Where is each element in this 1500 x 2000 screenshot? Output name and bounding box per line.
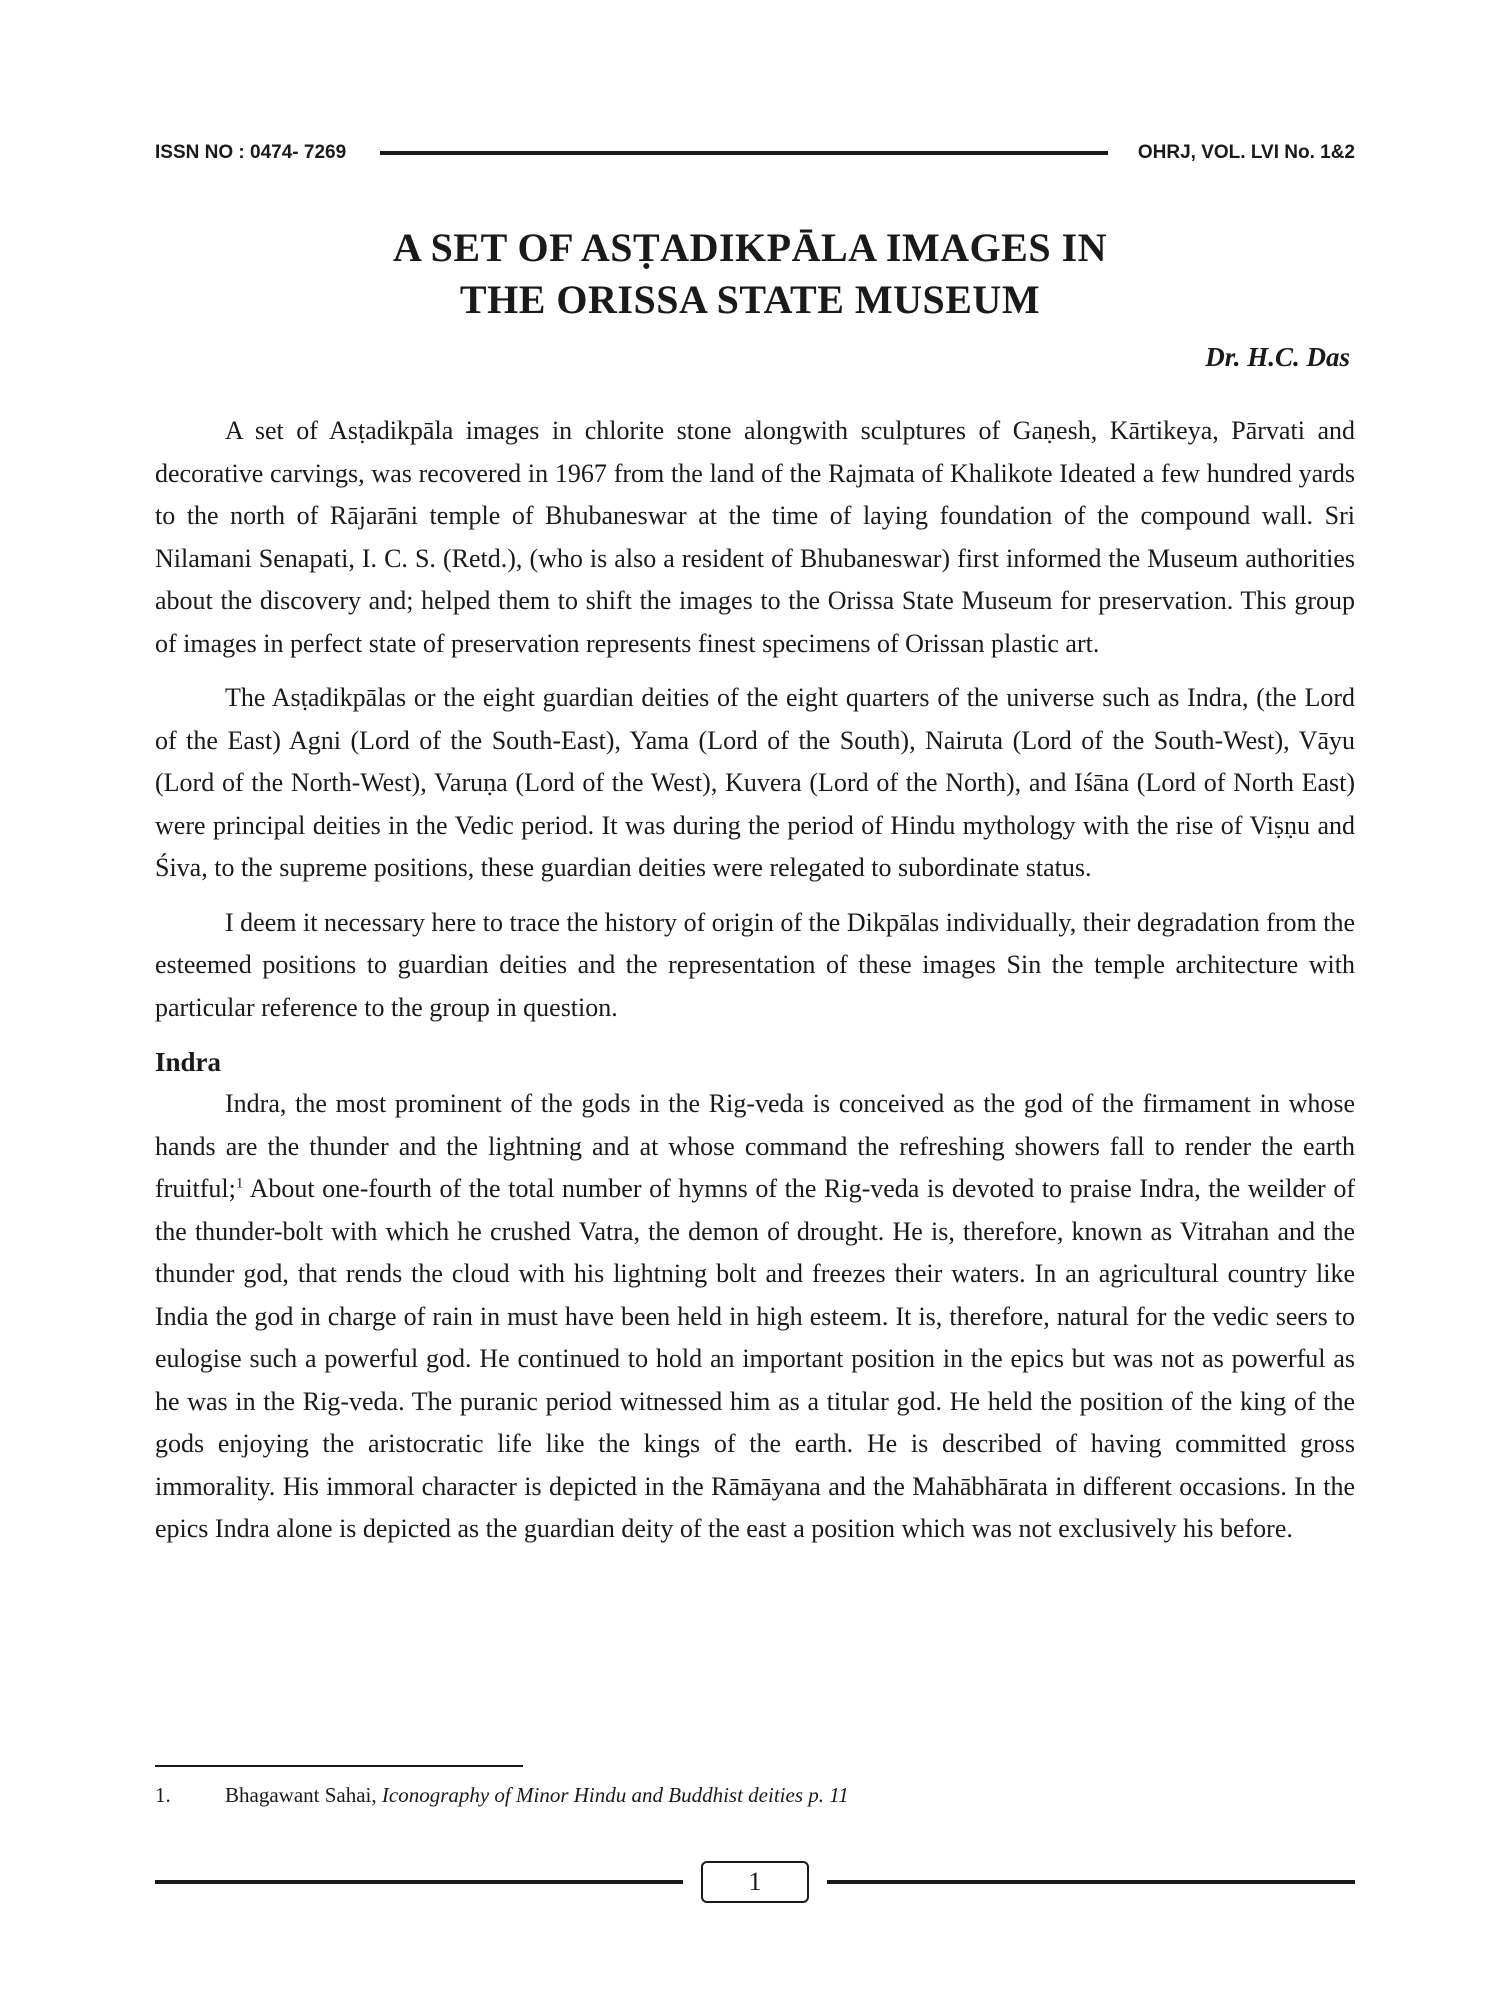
paragraph-4-part-b: About one-fourth of the total number of hymns of the Rig-veda is devoted to praise Indra, the weilder of the thunder-bolt with which he crushed Vatra, the demon of drought. He is, therefore, known as Vitrahan and the thunder god, that rends the cloud with his lightning bolt and freezes their waters. In an agricultural country like India the god in charge of rain in must have been held in high esteem. It is, therefore, natural for the vedic seers to eulogise such a powerful god. He continued to hold an important position in the epics but was not as powerful as he was in the Rig-veda. The puranic period witnessed him as a titular god. He held the position of the king of the gods enjoying the aristocratic life like the kings of the earth. He is described of having committed gross immorality. His immoral character is depicted in the Rāmāyana and the Mahābhārata in different occasions. In the epics Indra alone is depicted as the guardian deity of the east a position which was not exclusively his before. bbox=[155, 1174, 1355, 1543]
journal-label: OHRJ, VOL. LVI No. 1&2 bbox=[1137, 142, 1355, 163]
article-body bbox=[155, 410, 1355, 1563]
running-header bbox=[155, 138, 1355, 168]
paragraph-3: I deem it necessary here to trace the history of origin of the Dikpālas individually, their degradation from the esteemed positions to guardian deities and the representation of these images Sin the temple architecture with particular reference to the group in question. bbox=[155, 907, 1355, 1022]
footnote-book: Iconography of Minor Hindu and Buddhist deities p. 11 bbox=[381, 1783, 849, 1807]
paragraph-1: A set of Asṭadikpāla images in chlorite stone alongwith sculptures of Gaṇesh, Kārtikeya, Pārvati and decorative carvings, was recovered in 1967 from the land of the Rajmata of Khalikote Ideated a few hundred yards to the north of Rājarāni temple of Bhubaneswar at the time of laying foundation of the compound wall. Sri Nilamani Senapati, I. C. S. (Retd.), (who is also a resident of Bhubaneswar) first informed the Museum authorities about the discovery and; helped them to shift the images to the Orissa State Museum for preservation. This group of images in perfect state of preservation represents finest specimens of Orissan plastic art. bbox=[155, 416, 1355, 658]
footnote-number: 1. bbox=[155, 1783, 171, 1807]
paragraph-4 bbox=[155, 1083, 1355, 1551]
page-footer bbox=[155, 1860, 1355, 1904]
footnote-author: Bhagawant Sahai, bbox=[225, 1783, 382, 1807]
article-title bbox=[0, 222, 1500, 326]
footnote-divider bbox=[155, 1765, 523, 1767]
section-heading-indra: Indra bbox=[155, 1047, 222, 1077]
author-name: Dr. H.C. Das bbox=[1205, 342, 1350, 372]
title-line-1: A SET OF ASṬADIKPĀLA IMAGES IN bbox=[392, 225, 1108, 270]
footer-rule-right bbox=[827, 1880, 1355, 1884]
header-rule bbox=[380, 151, 1108, 155]
title-line-2: THE ORISSA STATE MUSEUM bbox=[459, 277, 1041, 322]
issn-label: ISSN NO : 0474- 7269 bbox=[155, 142, 347, 163]
footnote-ref: 1 bbox=[235, 1175, 244, 1192]
footer-rule-left bbox=[155, 1880, 683, 1884]
page-number: 1 bbox=[701, 1861, 809, 1903]
footnote bbox=[155, 1783, 1355, 1808]
paragraph-2: The Asṭadikpālas or the eight guardian deities of the eight quarters of the universe such as Indra, (the Lord of the East) Agni (Lord of the South-East), Yama (Lord of the South), Nairuta (Lord of the South-West), Vāyu (Lord of the North-West), Varuṇa (Lord of the West), Kuvera (Lord of the North), and Iśāna (Lord of North East) were principal deities in the Vedic period. It was during the period of Hindu mythology with the rise of Viṣṇu and Śiva, to the supreme positions, these guardian deities were relegated to subordinate status. bbox=[155, 683, 1355, 882]
footnote-text bbox=[225, 1783, 849, 1808]
paragraph-4-part-a: Indra, the most prominent of the gods in the Rig-veda is conceived as the god of the firmament in whose hands are the thunder and the lightning and at whose command the refreshing showers fall to render the earth fruitful; bbox=[155, 1089, 1355, 1203]
